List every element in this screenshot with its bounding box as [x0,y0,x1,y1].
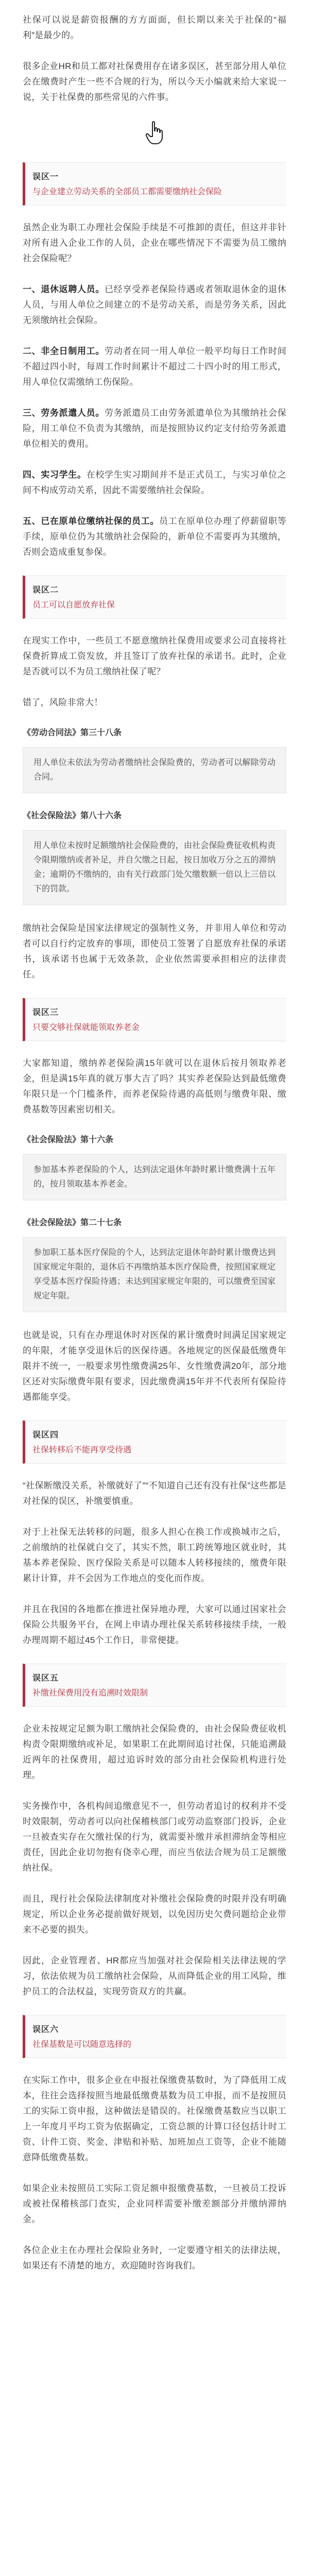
body-paragraph [23,344,286,390]
body-paragraph: 大家都知道，缴纳养老保险满15年就可以在退休后按月领取养老金，但是满15年真的就万事大吉了吗？其实养老保险达到最低缴费年限只是一个门槛条件，而养老保险待遇的高低则与缴费年限、缴费基数等因素密切相关。 [23,1058,286,1114]
paragraph-lead: 四、实习学生。 [23,470,87,480]
section-number: 误区二 [32,586,59,595]
paragraph-lead: 三、劳务派遣人员。 [23,408,105,418]
body-paragraph: 在实际工作中，很多企业在申报社保缴费基数时，为了降低用工成本，往往会选择按照当地最低缴费基数为员工申报，而不是按照员工的实际工资申报，这种做法是错误的。社保缴费基数应当以职工上一年度月平均工资为依据确定，工资总额的计算口径包括计时工资、计件工资、奖金、津贴和补贴、加班加点工资等，企业不能随意降低缴费基数。 [23,2075,286,2162]
body-paragraph: 因此，企业管理者、HR都应当加强对社会保险相关法律法规的学习，依法依规为员工缴纳社会保险，从而降低企业的用工风险，维护员工的合法权益，实现劳资双方的共赢。 [23,1956,286,1996]
hand-divider [23,121,286,148]
law-citation-title: 《社会保险法》第八十六条 [23,811,122,820]
intro-paragraph: 社保可以说是薪资报酬的方方面面，但长期以来关于社保的“福利”是最少的。 [23,15,286,40]
section-header [23,1664,286,1707]
section-title: 与企业建立劳动关系的全部员工都需要缴纳社会保险 [32,188,222,196]
section-number: 误区三 [32,1008,59,1017]
section-title: 社保基数是可以随意选择的 [32,2040,132,2049]
section-title: 补缴社保费用没有追溯时效限制 [32,1689,148,1698]
paragraph-body: 已经享受养老保险待遇或者领取退休金的退休人员，与用人单位之间建立的不是劳动关系，而是劳务关系，因此无须缴纳社会保险。 [23,284,287,325]
section-title: 员工可以自愿放弃社保 [32,601,115,609]
law-citation-title: 《劳动合同法》第三十八条 [23,728,122,737]
section-header [23,575,286,619]
paragraph-lead: 二、非全日制用工。 [23,346,105,356]
body-paragraph: 而且，现行社会保险法律制度对补缴社会保险费的时限并没有明确规定，所以企业务必提前做好规划，以免因历史欠费问题给企业带来不必要的损失。 [23,1894,286,1935]
body-paragraph: 实务操作中，各机构间追缴意见不一，但劳动者追讨的权利并不受时效限制，劳动者可以向社保稽核部门或劳动监察部门投诉，企业一旦被查实存在欠缴社保的行为，就需要补缴并承担滞纳金等相应责任，因此企业切勿抱有侥幸心理，而应当依法合规为员工足额缴纳社保。 [23,1801,286,1873]
body-paragraph: 如果企业未按照员工实际工资足额申报缴费基数，一旦被员工投诉或被社保稽核部门查实，企业同样需要补缴差额部分并缴纳滞纳金。 [23,2183,286,2224]
body-paragraph [23,405,286,452]
section-header [23,162,286,206]
law-citation-box: 参加职工基本医疗保险的个人，达到法定退休年龄时累计缴费达到国家规定年限的，退休后不再缴纳基本医疗保险费，按照国家规定享受基本医疗保险待遇；未达到国家规定年限的，可以缴费至国家规定年限。 [23,1237,286,1312]
body-paragraph: 错了，风险非常大！ [23,698,103,707]
body-paragraph: 缴纳社会保险是国家法律规定的强制性义务，并非用人单位和劳动者可以自行约定放弃的事项，即使员工签署了自愿放弃社保的承诺书，该承诺书也属于无效条款，企业依然需要承担相应的法律责任。 [23,923,286,979]
section-title: 社保转移后不能再享受待遇 [32,1446,132,1454]
section-header [23,1420,286,1464]
section-number: 误区一 [32,173,59,181]
body-paragraph: 企业未按规定足额为职工缴纳社会保险费的，由社会保险费征收机构责令限期缴纳或补足，如果职工在此期间追讨社保，只能追溯最近两年的社保费用，超过追诉时效的部分由社会保险机构进行处理。 [23,1724,286,1780]
body-paragraph: “社保断缴没关系，补缴就好了”“不知道自己还有没有社保”这些都是对社保的误区，补缴要慎重。 [23,1481,286,1506]
paragraph-lead: 五、已在原单位缴纳社保的员工。 [23,516,160,526]
paragraph-lead: 一、退休返聘人员。 [23,284,105,294]
pointing-hand-icon [144,121,165,145]
paragraph-body: 劳务派遣员工由劳务派遣单位为其缴纳社会保险，用工单位不负责为其缴纳，而是按照协议约定支付给劳务派遣单位相关的费用。 [23,408,287,449]
law-citation-box: 用人单位未按时足额缴纳社会保险费的，由社会保险费征收机构责令限期缴纳或者补足，并自欠缴之日起，按日加收万分之五的滞纳金；逾期仍不缴纳的，由有关行政部门处欠缴数额一倍以上三倍以下的罚款。 [23,830,286,905]
sections-container [23,162,286,2227]
body-paragraph: 也就是说，只有在办理退休时对医保的累计缴费时间满足国家规定的年限，才能享受退休后的医保待遇。各地规定的医保最低缴费年限并不统一，一般要求男性缴费满25年、女性缴费满20年，部分地区还对实际缴费年限有要求，因此缴费满15年并不代表所有保险待遇都能享受。 [23,1330,286,1402]
law-citation-box: 用人单位未依法为劳动者缴纳社会保险费的，劳动者可以解除劳动合同。 [23,747,286,793]
law-citation-title: 《社会保险法》第二十七条 [23,1218,122,1227]
body-paragraph: 并且在我国的各地都在推进社保异地办理，大家可以通过国家社会保险公共服务平台，在网上申请办理社保关系转移接续手续，一般办理周期不超过45个工作日，非常便捷。 [23,1604,286,1645]
section-title: 只要交够社保就能领取养老金 [32,1023,140,1032]
paragraph-body: 在校学生实习期间并不是正式员工，与实习单位之间不构成劳动关系，因此不需要缴纳社会保险。 [23,470,286,495]
body-paragraph [23,514,286,560]
body-paragraph: 在现实工作中，一些员工不愿意缴纳社保费用或要求公司直接将社保费折算成工资发放，并且签订了放弃社保的承诺书。此时，企业是否就可以不为员工缴纳社保了呢？ [23,636,286,676]
paragraph-body: 劳动者在同一用人单位一般平均每日工作时间不超过四小时，每周工作时间累计不超过二十四小时的用工形式，用人单位仅需缴纳工伤保险。 [23,346,287,387]
body-paragraph [23,282,286,328]
section-header [23,2015,286,2058]
body-paragraph: 对于上社保无法转移的问题，很多人担心在换工作或换城市之后，之前缴纳的社保就白交了，其实不然，职工跨统筹地区就业时，其基本养老保险、医疗保险关系是可以随本人转移接续的，缴费年限累计计算，并不会因为工作地点的变化而作废。 [23,1527,286,1583]
section-number: 误区五 [32,1674,59,1683]
law-citation-title: 《社会保险法》第十六条 [23,1136,114,1144]
section-number: 误区六 [32,2025,59,2034]
closing-paragraph: 各位企业主在办理社会保险业务时，一定要遵守相关的法律法规，如果还有不清楚的地方，欢迎随时咨询我们。 [23,2245,286,2270]
body-paragraph [23,467,286,498]
body-paragraph: 虽然企业为职工办理社会保险手续是不可推卸的责任，但这并非针对所有进入企业工作的人员，企业在哪些情况下不需要为员工缴纳社会保险呢？ [23,223,286,263]
law-citation-box: 参加基本养老保险的个人，达到法定退休年龄时累计缴费满十五年的，按月领取基本养老金。 [23,1154,286,1200]
paragraph-body: 员工在原单位办理了停薪留职等手续，原单位仍为其缴纳社会保险的，新单位不需要再为其缴纳，否则会造成重复参保。 [23,516,286,557]
intro-paragraph: 很多企业HR和员工都对社保费用存在诸多误区，甚至部分用人单位会在缴费时产生一些不合规的行为，所以今天小编就来给大家说一说，关于社保费的那些常见的六件事。 [23,61,286,102]
section-number: 误区四 [32,1431,59,1439]
section-header [23,998,286,1041]
